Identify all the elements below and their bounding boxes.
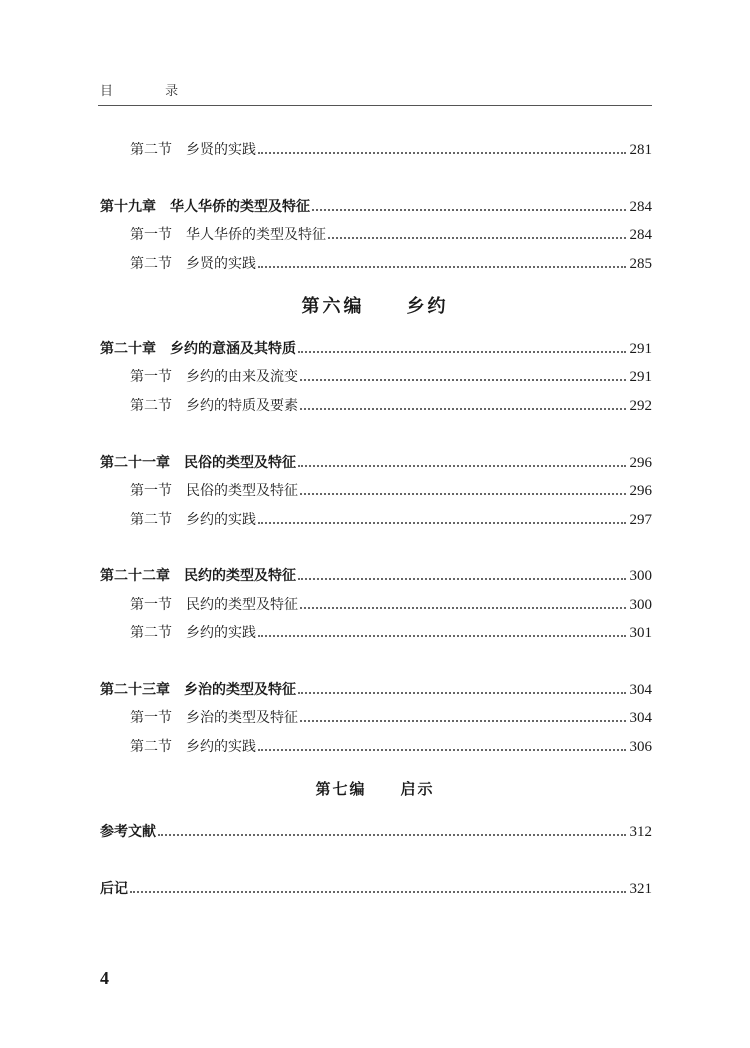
toc-entry-page: 296 [629, 455, 652, 471]
toc-entry-page: 306 [629, 739, 652, 755]
dot-leader [312, 209, 626, 211]
toc-entry-title: 第二节 乡约的实践 [130, 512, 256, 528]
toc-entry-title: 第一节 华人华侨的类型及特征 [130, 227, 326, 243]
toc-entry-page: 301 [629, 625, 652, 641]
dot-leader [298, 465, 626, 467]
dot-leader [258, 749, 626, 751]
dot-leader [258, 266, 626, 268]
toc-entry[interactable] [130, 595, 652, 615]
toc-entry-page: 300 [629, 568, 652, 584]
toc-entry[interactable] [100, 566, 652, 586]
dot-leader [300, 607, 626, 609]
part-heading: 第七编 启示 [315, 780, 435, 798]
toc-entry-page: 304 [629, 682, 652, 698]
toc-entry-page: 304 [629, 710, 652, 726]
toc-entry[interactable] [100, 680, 652, 700]
toc-entry-title: 第一节 民约的类型及特征 [130, 597, 298, 613]
toc-entry-page: 297 [629, 512, 652, 528]
toc-entry[interactable] [100, 197, 652, 217]
dot-leader [300, 493, 626, 495]
toc-entry-page: 296 [629, 483, 652, 499]
toc-entry-title: 第二十一章 民俗的类型及特征 [100, 455, 296, 471]
dot-leader [328, 237, 626, 239]
toc-entry-page: 284 [629, 227, 652, 243]
toc-entry-title: 第一节 民俗的类型及特征 [130, 483, 298, 499]
toc-entry[interactable] [130, 254, 652, 274]
toc-entry[interactable] [130, 225, 652, 245]
dot-leader [300, 379, 626, 381]
toc-entry-page: 281 [629, 142, 652, 158]
dot-leader [298, 351, 626, 353]
toc-entry[interactable] [130, 140, 652, 160]
toc-entry-title: 第十九章 华人华侨的类型及特征 [100, 199, 310, 215]
toc-entry-title: 参考文献 [100, 824, 156, 840]
toc-entry-page: 285 [629, 256, 652, 272]
toc-entry-title: 第一节 乡治的类型及特征 [130, 710, 298, 726]
dot-leader [300, 408, 626, 410]
toc-entry[interactable] [100, 879, 652, 899]
toc-entry-page: 291 [629, 369, 652, 385]
toc-entry[interactable] [130, 367, 652, 387]
toc-entry-title: 第二节 乡约的特质及要素 [130, 398, 298, 414]
part-heading: 第六编 乡约 [301, 296, 449, 317]
toc-entry[interactable] [130, 708, 652, 728]
toc-entry-title: 第二十二章 民约的类型及特征 [100, 568, 296, 584]
toc-entry[interactable] [130, 623, 652, 643]
toc-entry-page: 292 [629, 398, 652, 414]
toc-entry-title: 第二节 乡约的实践 [130, 625, 256, 641]
dot-leader [300, 720, 626, 722]
toc-entry[interactable] [130, 737, 652, 757]
toc-entry-page: 284 [629, 199, 652, 215]
running-header: 目 录 [100, 84, 203, 99]
dot-leader [258, 152, 626, 154]
dot-leader [158, 834, 626, 836]
dot-leader [298, 578, 626, 580]
dot-leader [258, 522, 626, 524]
toc-entry[interactable] [100, 822, 652, 842]
toc-entry-page: 312 [629, 824, 652, 840]
toc-entry[interactable] [130, 396, 652, 416]
toc-entry-title: 后记 [100, 881, 128, 897]
toc-entry-title: 第一节 乡约的由来及流变 [130, 369, 298, 385]
dot-leader [258, 635, 626, 637]
toc-entry[interactable] [100, 339, 652, 359]
page-number: 4 [100, 968, 109, 988]
toc-entry-title: 第二节 乡贤的实践 [130, 142, 256, 158]
dot-leader [130, 891, 626, 893]
toc-entry-title: 第二十章 乡约的意涵及其特质 [100, 341, 296, 357]
toc-entry-page: 291 [629, 341, 652, 357]
toc-entry-title: 第二节 乡约的实践 [130, 739, 256, 755]
dot-leader [298, 692, 626, 694]
toc-entry-page: 300 [629, 597, 652, 613]
toc-entry[interactable] [130, 510, 652, 530]
toc-entry[interactable] [130, 481, 652, 501]
toc-entry-page: 321 [629, 881, 652, 897]
toc-entry[interactable] [100, 453, 652, 473]
toc-entry-title: 第二节 乡贤的实践 [130, 256, 256, 272]
toc-entry-title: 第二十三章 乡治的类型及特征 [100, 682, 296, 698]
